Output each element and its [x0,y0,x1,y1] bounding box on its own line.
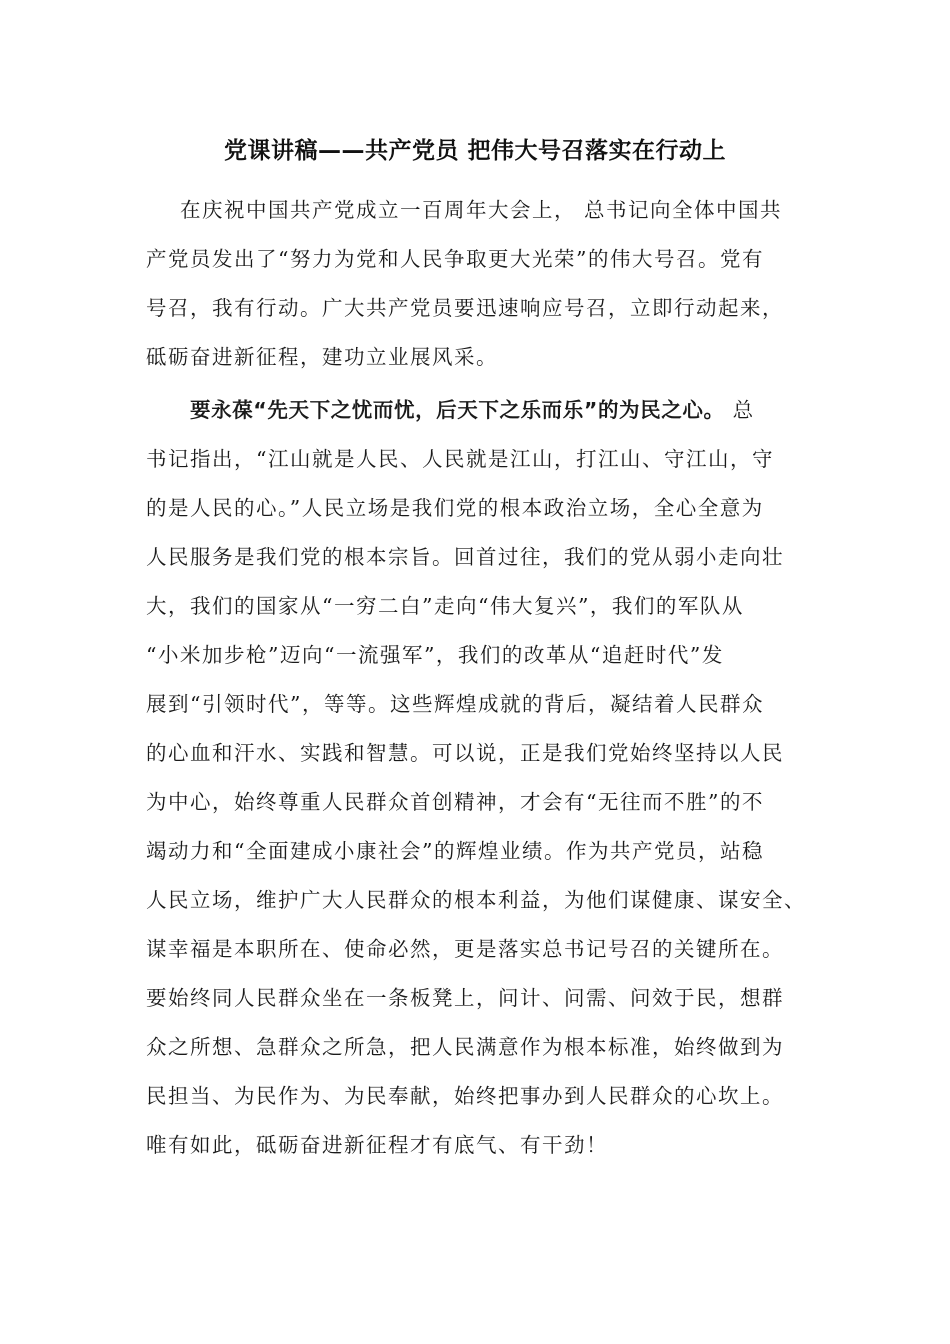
paragraph-line: 众之所想、急群众之所急，把人民满意作为根本标准，始终做到为 [146,1035,784,1059]
paragraph-line: 大，我们的国家从“一穷二白”走向“伟大复兴”，我们的军队从 [146,594,744,618]
paragraph-line: 号召，我有行动。广大共产党员要迅速响应号召，立即行动起来， [146,296,784,320]
paragraph-line: 为中心，始终尊重人民群众首创精神，才会有“无往而不胜”的不 [146,790,764,814]
heading-tail-text: 总 [724,398,755,422]
paragraph-line: 在庆祝中国共产党成立一百周年大会上， 总书记向全体中国共 [180,198,783,222]
paragraph-line: 书记指出，“江山就是人民、人民就是江山，打江山、守江山，守 [146,447,774,471]
paragraph-line: “小米加步枪”迈向“一流强军”，我们的改革从“追赶时代”发 [146,643,724,667]
paragraph-line: 民担当、为民作为、为民奉献，始终把事办到人民群众的心坎上。 [146,1084,784,1108]
paragraph-line: 竭动力和“全面建成小康社会”的辉煌业绩。作为共产党员，站稳 [146,839,764,863]
paragraph-line: 展到“引领时代”，等等。这些辉煌成就的背后，凝结着人民群众 [146,692,764,716]
paragraph-line [190,395,890,425]
paragraph-line: 的是人民的心。”人民立场是我们党的根本政治立场，全心全意为 [146,496,764,520]
section-heading: 要永葆“先天下之忧而忧，后天下之乐而乐”的为民之心。 [190,398,725,422]
paragraph-line: 人民服务是我们党的根本宗旨。回首过往，我们的党从弱小走向壮 [146,545,784,569]
paragraph-line: 谋幸福是本职所在、使命必然，更是落实总书记号召的关键所在。 [146,937,784,961]
paragraph-line: 人民立场，维护广大人民群众的根本利益，为他们谋健康、谋安全、 [146,888,806,912]
paragraph-line: 的心血和汗水、实践和智慧。可以说，正是我们党始终坚持以人民 [146,741,784,765]
page-title: 党课讲稿——共产党员 把伟大号召落实在行动上 [223,138,726,164]
paragraph-line: 唯有如此，砥砺奋进新征程才有底气、有干劲！ [146,1133,608,1157]
paragraph-line: 要始终同人民群众坐在一条板凳上，问计、问需、问效于民，想群 [146,986,784,1010]
paragraph-line: 砥砺奋进新征程，建功立业展风采。 [146,345,498,369]
paragraph-line: 产党员发出了“努力为党和人民争取更大光荣”的伟大号召。党有 [146,247,764,271]
